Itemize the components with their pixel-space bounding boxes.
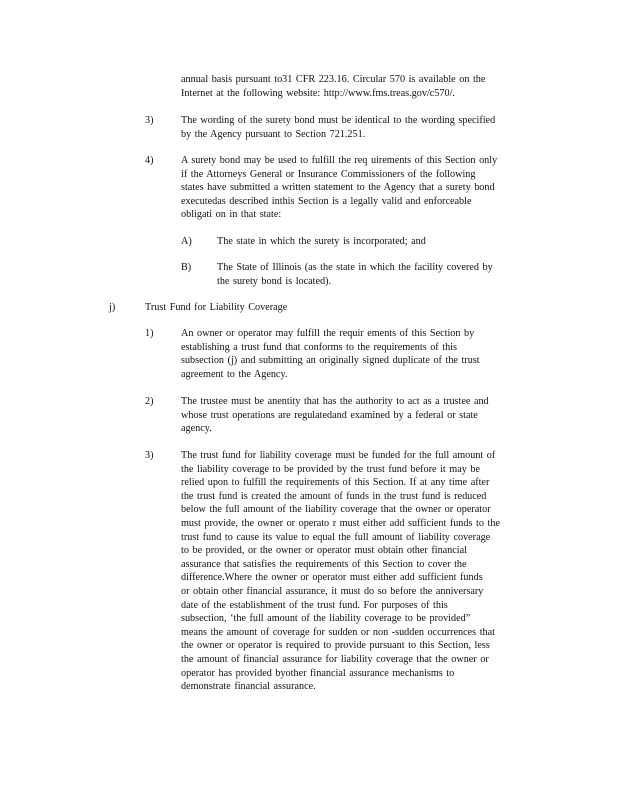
text-line: establishing a trust fund that conforms to the requirements of this	[181, 341, 457, 353]
section-j-item-3-paragraph	[181, 449, 539, 694]
text-line: trust fund to cause its value to equal the full amount of liability coverage	[181, 531, 491, 543]
section-j-item-1-label: 1)	[145, 328, 154, 339]
text-line: assurance that satisfies the requirements of this Section to cover the	[181, 558, 467, 570]
item-3-paragraph	[181, 114, 532, 141]
text-line: The wording of the surety bond must be identical to the wording specified	[181, 115, 496, 126]
text-line: A surety bond may be used to fulfill the req uirements of this Section only	[181, 155, 498, 166]
text-line: date of the establishment of the trust fund. For purposes of this	[181, 599, 448, 611]
item-4-sub-b-label: B)	[181, 262, 192, 273]
text-line: must provide, the owner or operato r must either add sufficient funds to the	[181, 517, 500, 529]
section-j-item-2-paragraph	[181, 395, 527, 436]
section-j-item-2-label: 2)	[145, 396, 154, 407]
text-line: Internet at the following website: http://www.fms.treas.gov/c570/.	[181, 87, 455, 99]
text-line: or obtain other financial assurance, it must do so before the anniversary	[181, 585, 484, 597]
text-line: annual basis pursuant to31 CFR 223.16. Circular 570 is available on the	[181, 74, 486, 85]
text-line: obligati on in that state:	[181, 209, 282, 221]
text-line: to be provided, or the owner or operator must obtain other financial	[181, 545, 467, 557]
text-line: means the amount of coverage for sudden or non -sudden occurrences that	[181, 626, 495, 638]
text-line: demonstrate financial assurance.	[181, 681, 316, 693]
text-line: An owner or operator may fulfill the requir ements of this Section by	[181, 328, 475, 339]
text-line: difference.Where the owner or operator must either add sufficient funds	[181, 572, 483, 584]
text-line: agreement to the Agency.	[181, 368, 288, 380]
text-line: operator has provided byother financial assurance mechanisms to	[181, 667, 455, 679]
section-j-item-3-label: 3)	[145, 450, 154, 461]
section-j-label: j)	[109, 302, 116, 313]
text-line: the owner or operator is required to provide pursuant to this Section, less	[181, 640, 490, 652]
text-line: by the Agency pursuant to Section 721.251.	[181, 128, 366, 140]
continuation-paragraph	[181, 73, 527, 100]
text-line: The state in which the surety is incorporated; and	[217, 236, 426, 247]
text-line: The trustee must be anentity that has the authority to act as a trustee and	[181, 396, 489, 407]
item-4-sub-a-label: A)	[181, 236, 192, 247]
item-4-sub-b-paragraph	[217, 261, 529, 288]
text-line: below the full amount of the liability coverage that the owner or operator	[181, 504, 491, 516]
text-line: the amount of financial assurance for liability coverage that the owner or	[181, 653, 489, 665]
section-j-item-1-paragraph	[181, 327, 519, 381]
section-j-heading: Trust Fund for Liability Coverage	[145, 302, 288, 313]
text-line: states have submitted a written statement to the Agency that a surety bond	[181, 182, 495, 194]
text-line: the trust fund is created the amount of funds in the trust fund is reduced	[181, 490, 487, 502]
text-line: The trust fund for liability coverage must be funded for the full amount of	[181, 450, 496, 461]
text-line: whose trust operations are regulatedand examined by a federal or state	[181, 409, 478, 421]
text-line: the liability coverage to be provided by the trust fund before it may be	[181, 463, 481, 475]
text-line: the surety bond is located).	[217, 275, 332, 287]
item-4-sub-a-paragraph	[217, 235, 457, 249]
item-3-label: 3)	[145, 115, 154, 126]
item-4-label: 4)	[145, 155, 154, 166]
text-line: subsection, ‘the full amount of the liability coverage to be provided”	[181, 613, 471, 625]
text-line: agency.	[181, 423, 212, 435]
text-line: relied upon to fulfill the requirements of this Section. If at any time after	[181, 477, 490, 489]
item-4-paragraph	[181, 154, 534, 222]
text-line: if the Attorneys General or Insurance Commissioners of the following	[181, 168, 476, 180]
text-line: subsection (j) and submitting an originally signed duplicate of the trust	[181, 355, 480, 367]
text-line: The State of Illinois (as the state in which the facility covered by	[217, 262, 493, 273]
text-line: executedas described inthis Section is a legally valid and enforceable	[181, 195, 472, 207]
